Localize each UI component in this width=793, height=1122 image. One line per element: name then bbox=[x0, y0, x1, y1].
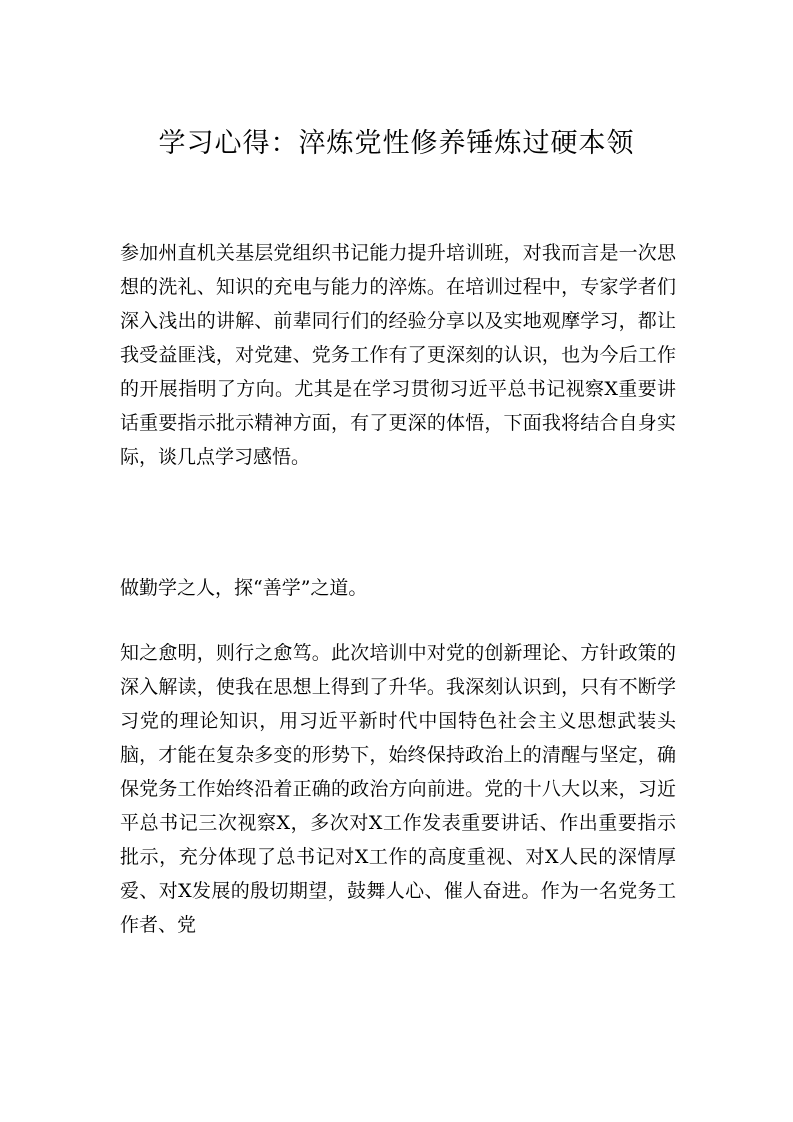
paragraph-intro: 参加州直机关基层党组织书记能力提升培训班，对我而言是一次思想的洗礼、知识的充电与能力的淬炼。在培训过程中，专家学者们深入浅出的讲解、前辈同行们的经验分享以及实地观摩学习，都让我受益匪浅，对党建、党务工作有了更深刻的认识，也为今后工作的开展指明了方向。尤其是在学习贯彻习近平总书记视察X重要讲话重要指示批示精神方面，有了更深的体悟，下面我将结合自身实际，谈几点学习感悟。 bbox=[120, 242, 676, 468]
paragraph-heading-1: 做勤学之人，探“善学”之道。 bbox=[120, 577, 368, 599]
document-title: 学习心得：淬炼党性修养锤炼过硬本领 bbox=[158, 128, 635, 159]
paragraph-body-1: 知之愈明，则行之愈笃。此次培训中对党的创新理论、方针政策的深入解读，使我在思想上得到了升华。我深刻认识到，只有不断学习党的理论知识，用习近平新时代中国特色社会主义思想武装头脑，才能在复杂多变的形势下，始终保持政治上的清醒与坚定，确保党务工作始终沿着正确的政治方向前进。党的十八大以来，习近平总书记三次视察X，多次对X工作发表重要讲话、作出重要指示批示，充分体现了总书记对X工作的高度重视、对X人民的深情厚爱、对X发展的殷切期望，鼓舞人心、催人奋进。作为一名党务工作者、党 bbox=[120, 642, 676, 936]
